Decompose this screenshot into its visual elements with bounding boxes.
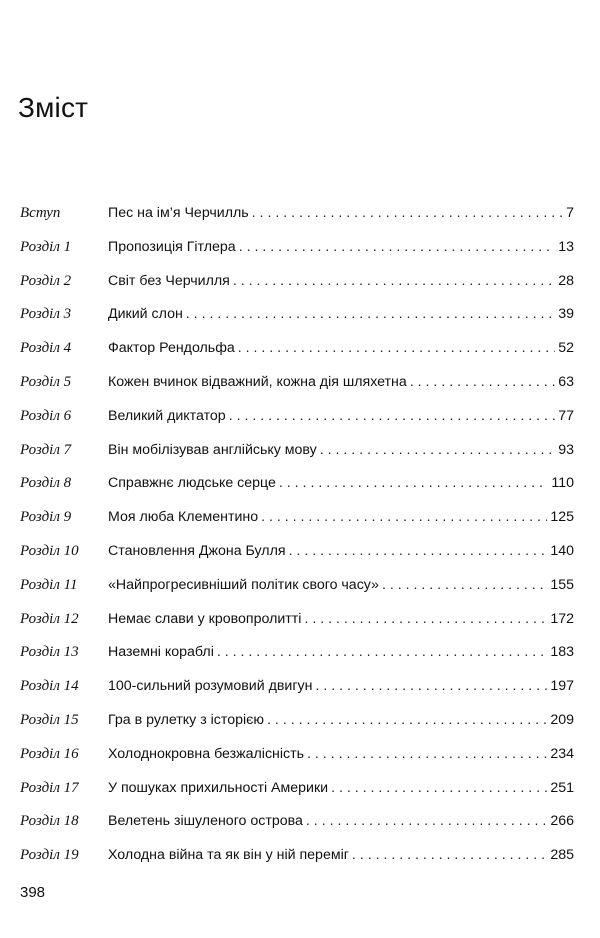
entry-page: 197: [550, 678, 574, 695]
dot-leader: [261, 509, 547, 525]
dot-leader: [233, 273, 555, 289]
dot-leader: [289, 543, 548, 559]
entry-title: Пес на ім’я Черчилль: [108, 205, 249, 221]
page-number: 398: [20, 884, 46, 901]
dot-leader: [238, 340, 555, 356]
entry-label: Розділ 13: [20, 644, 79, 661]
entry-label: Розділ 1: [20, 238, 72, 255]
dot-leader: [186, 306, 555, 322]
toc-entry: [20, 475, 574, 509]
toc-entry: [20, 577, 574, 611]
dot-leader: [306, 813, 547, 829]
entry-page: 266: [550, 813, 574, 830]
entry-page: 39: [558, 306, 574, 323]
entry-title: Світ без Черчилля: [108, 272, 230, 289]
entry-page: 77: [558, 407, 574, 424]
entry-label: Розділ 2: [20, 272, 72, 289]
entry-title: Фактор Рендольфа: [108, 340, 235, 357]
entry-label: Розділ 5: [20, 373, 72, 390]
toc-entry: [20, 780, 574, 814]
entry-page: 13: [558, 238, 574, 255]
entry-title: 100-сильний розумовий двигун: [108, 678, 313, 695]
toc-entry: [20, 712, 574, 746]
dot-leader: [352, 847, 547, 863]
entry-title: Він мобілізував англійську мову: [108, 441, 317, 458]
entry-label: Вступ: [20, 205, 61, 221]
entry-label: Розділ 8: [20, 475, 72, 492]
toc-entry: [20, 273, 574, 307]
entry-label: Розділ 18: [20, 813, 79, 830]
entry-label: Розділ 9: [20, 509, 72, 526]
entry-page: 140: [550, 542, 574, 559]
entry-page: 28: [558, 272, 574, 289]
dot-leader: [315, 678, 547, 694]
entry-label: Розділ 4: [20, 340, 72, 357]
entry-page: 251: [550, 779, 574, 796]
dot-leader: [279, 475, 548, 491]
dot-leader: [304, 611, 547, 627]
entry-page: 285: [550, 847, 574, 864]
entry-title: У пошуках прихильності Америки: [108, 779, 329, 796]
toc-entry: [20, 678, 574, 712]
entry-title: Велетень зішуленого острова: [108, 813, 303, 830]
dot-leader: [217, 644, 547, 660]
dot-leader: [307, 746, 547, 762]
entry-label: Розділ 17: [20, 779, 79, 796]
entry-label: Розділ 11: [20, 576, 78, 593]
entry-title: Гра в рулетку з історією: [108, 711, 265, 728]
entry-page: 63: [558, 373, 574, 390]
entry-page: 52: [558, 340, 574, 357]
entry-page: 172: [550, 610, 574, 627]
toc-entry: [20, 847, 574, 881]
entry-page: 7: [566, 205, 574, 221]
toc-entry: [20, 746, 574, 780]
toc-entry: [20, 205, 574, 239]
entry-title: Справжнє людське серце: [108, 475, 276, 492]
dot-leader: [410, 374, 555, 390]
entry-label: Розділ 7: [20, 441, 72, 458]
entry-title: Холоднокровна безжалісність: [108, 745, 305, 762]
entry-page: 183: [550, 644, 574, 661]
entry-title: Пропозиція Гітлера: [108, 238, 236, 255]
entry-page: 125: [550, 509, 574, 526]
dot-leader: [382, 577, 547, 593]
toc-entry: [20, 509, 574, 543]
toc-entry: [20, 543, 574, 577]
toc-entry: [20, 340, 574, 374]
entry-label: Розділ 3: [20, 306, 72, 323]
toc-entry: [20, 442, 574, 476]
entry-title: Немає слави у кровопролитті: [108, 610, 302, 627]
toc-entry: [20, 408, 574, 442]
entry-title: Великий диктатор: [108, 407, 226, 424]
entry-label: Розділ 16: [20, 745, 79, 762]
entry-title: Дикий слон: [108, 306, 183, 323]
entry-title: Кожен вчинок відважний, кожна дія шляхетна: [108, 373, 407, 390]
entry-label: Розділ 14: [20, 678, 79, 695]
dot-leader: [252, 205, 563, 221]
entry-label: Розділ 19: [20, 847, 79, 864]
dot-leader: [229, 408, 556, 424]
table-of-contents: [20, 205, 574, 881]
page-title: Зміст: [18, 92, 89, 123]
entry-label: Розділ 12: [20, 610, 79, 627]
toc-entry: [20, 306, 574, 340]
entry-label: Розділ 10: [20, 542, 79, 559]
entry-page: 209: [550, 711, 574, 728]
entry-label: Розділ 6: [20, 407, 72, 424]
entry-title: Холодна війна та як він у ній переміг: [108, 847, 349, 864]
toc-entry: [20, 813, 574, 847]
entry-title: «Найпрогресивніший політик свого часу»: [108, 576, 379, 593]
dot-leader: [267, 712, 547, 728]
entry-page: 110: [551, 475, 574, 492]
entry-page: 155: [550, 576, 574, 593]
entry-label: Розділ 15: [20, 711, 79, 728]
toc-entry: [20, 239, 574, 273]
dot-leader: [239, 239, 556, 255]
entry-page: 93: [558, 441, 574, 458]
entry-page: 234: [550, 745, 574, 762]
toc-entry: [20, 644, 574, 678]
entry-title: Моя люба Клементино: [108, 509, 259, 526]
toc-entry: [20, 611, 574, 645]
entry-title: Становлення Джона Булля: [108, 542, 286, 559]
dot-leader: [331, 780, 547, 796]
entry-title: Наземні кораблі: [108, 644, 214, 661]
toc-entry: [20, 374, 574, 408]
dot-leader: [320, 442, 555, 458]
